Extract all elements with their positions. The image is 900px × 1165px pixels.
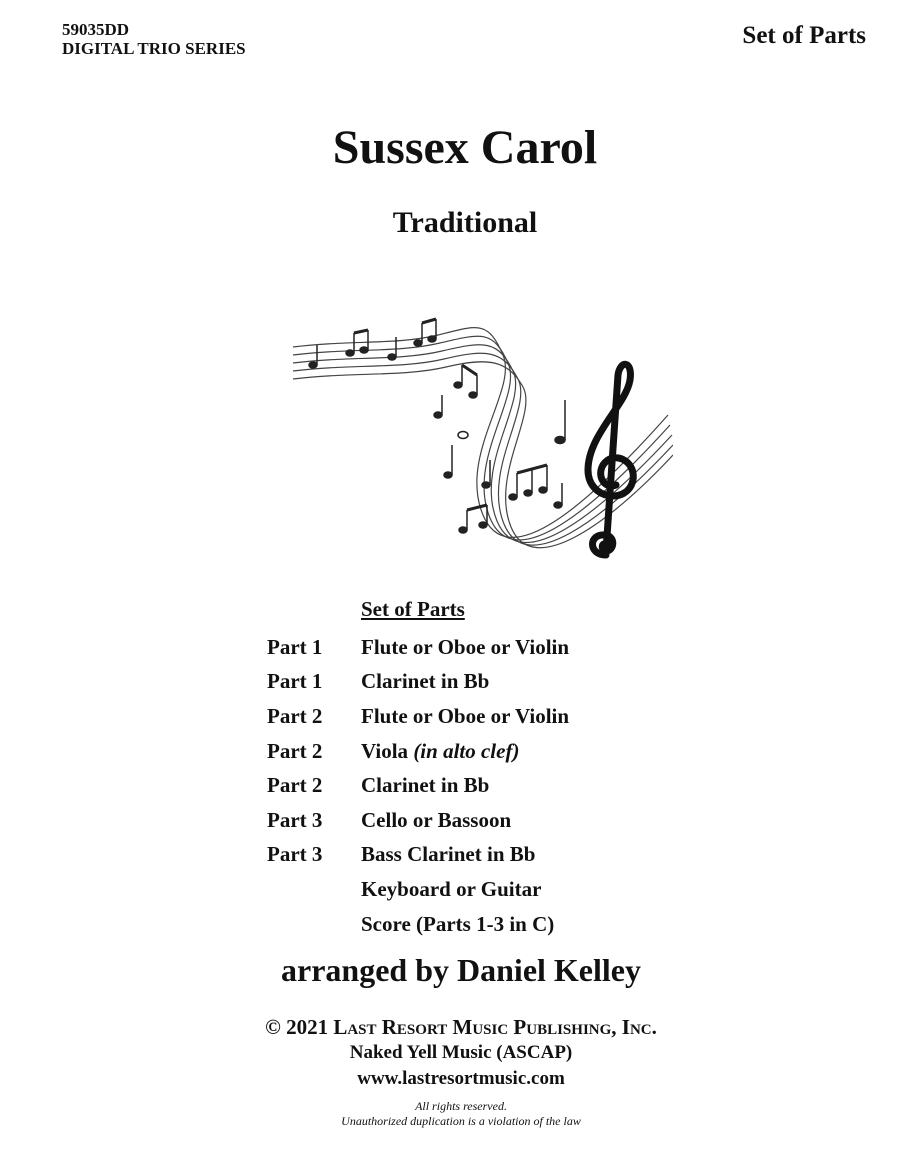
instrument-name: Viola (361, 738, 409, 763)
publisher-secondary: Naked Yell Music (ASCAP) (349, 1042, 573, 1063)
rights-notice (0, 1099, 900, 1129)
instrument-name: Cello or Bassoon (361, 807, 512, 832)
arranger-credit: arranged by Daniel Kelley (281, 952, 641, 988)
part-row (267, 803, 569, 838)
copyright-line (0, 1015, 900, 1040)
copyright-prefix: © 2021 (265, 1015, 329, 1039)
rights-line-2: Unauthorized duplication is a violation of the law (341, 1114, 581, 1128)
page-subtitle: Traditional (392, 206, 538, 239)
part-instrument (361, 912, 554, 937)
set-of-parts-label: Set of Parts (742, 22, 866, 49)
part-number: Part 2 (267, 738, 323, 763)
parts-list-heading: Set of Parts (361, 597, 465, 621)
instrument-name: Score (Parts 1-3 in C) (361, 911, 555, 936)
part-row (267, 872, 569, 907)
part-instrument (361, 635, 569, 660)
part-number: Part 3 (267, 842, 323, 867)
part-number: Part 1 (267, 634, 323, 659)
part-number: Part 1 (267, 669, 323, 694)
part-row (267, 768, 569, 803)
part-row (267, 665, 569, 700)
series-name: DIGITAL TRIO SERIES (62, 39, 246, 58)
instrument-name: Flute or Oboe or Violin (361, 634, 570, 659)
instrument-name: Flute or Oboe or Violin (361, 703, 570, 728)
part-instrument (361, 808, 511, 833)
instrument-name: Bass Clarinet in Bb (361, 842, 536, 867)
part-number: Part 3 (267, 807, 323, 832)
rights-line-1: All rights reserved. (415, 1099, 507, 1113)
instrument-note: (in alto clef) (413, 738, 520, 763)
part-instrument (361, 877, 541, 902)
catalog-header (62, 20, 246, 58)
part-instrument (361, 669, 489, 694)
catalog-number: 59035DD (62, 20, 130, 39)
part-number: Part 2 (267, 773, 323, 798)
instrument-name: Keyboard or Guitar (361, 876, 542, 901)
part-instrument (361, 773, 489, 798)
instrument-name: Clarinet in Bb (361, 669, 490, 694)
music-staff-treble-clef-icon (288, 305, 673, 565)
instrument-name: Clarinet in Bb (361, 773, 490, 798)
part-row (267, 699, 569, 734)
page-title: Sussex Carol (332, 121, 598, 174)
website-link[interactable]: www.lastresortmusic.com (357, 1068, 565, 1089)
part-number: Part 2 (267, 703, 323, 728)
publisher-name: Last Resort Music Publishing, Inc. (333, 1015, 657, 1039)
parts-list (267, 630, 569, 941)
part-row (267, 734, 569, 769)
part-row (267, 907, 569, 942)
part-row (267, 630, 569, 665)
part-row (267, 838, 569, 873)
part-instrument (361, 704, 569, 729)
part-instrument (361, 739, 519, 764)
part-instrument (361, 842, 535, 867)
